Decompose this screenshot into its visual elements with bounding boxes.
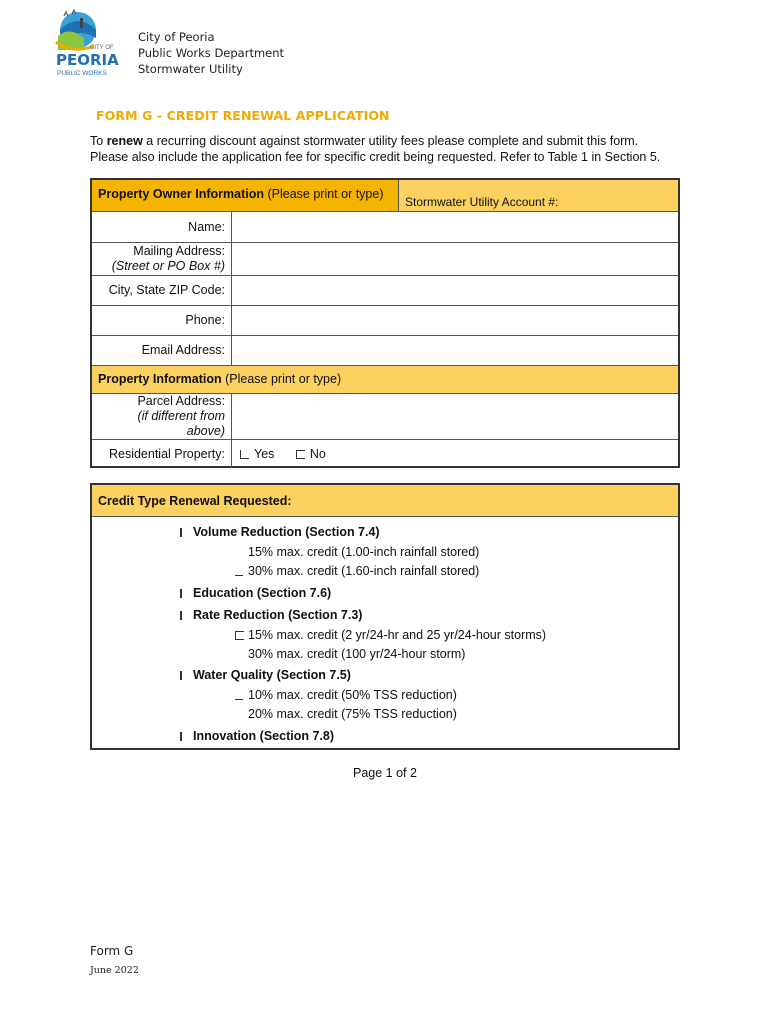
credit-header: Credit Type Renewal Requested:: [92, 485, 678, 516]
owner-property-table: [90, 178, 680, 468]
name-field[interactable]: [232, 212, 678, 242]
volume-opt1[interactable]: 15% max. credit (1.00-inch rainfall stored): [248, 545, 480, 559]
peoria-logo: [50, 8, 125, 83]
parcel-label: Parcel Address: (if different from above): [92, 394, 232, 439]
svg-text:PUBLIC WORKS: PUBLIC WORKS: [57, 70, 107, 77]
dept-line-stormwater: Stormwater Utility: [138, 62, 243, 76]
account-cell[interactable]: [399, 180, 678, 211]
name-label: Name:: [92, 212, 232, 242]
mailing-field[interactable]: [232, 243, 678, 275]
water-opt1: 10% max. credit (50% TSS reduction): [248, 688, 457, 702]
water-option: Water Quality (Section 7.5): [193, 668, 351, 682]
rate-opt1: 15% max. credit (2 yr/24-hr and 25 yr/24-hour storms): [248, 628, 547, 642]
intro-text: To renew a recurring discount against stormwater utility fees please complete and submit this form. Please also include the application fee for specific credit being requested. Refer to Table 1 in Section 5.: [90, 134, 661, 164]
phone-row: [92, 305, 678, 335]
owner-header: Property Owner Information (Please print or type): [92, 180, 399, 211]
parcel-row: [92, 393, 678, 439]
credit-body: [92, 516, 678, 748]
yes-checkbox[interactable]: [240, 447, 274, 461]
svg-text:CITY OF: CITY OF: [90, 45, 114, 51]
phone-label: Phone:: [92, 306, 232, 335]
rate-opt1-checkbox[interactable]: [235, 628, 249, 642]
city-row: [92, 275, 678, 305]
volume-option: Volume Reduction (Section 7.4): [193, 525, 380, 539]
dept-line-public-works: Public Works Department: [138, 46, 285, 60]
yes-label: Yes: [254, 447, 275, 461]
parcel-field[interactable]: [232, 394, 678, 439]
rate-checkbox[interactable]: [180, 608, 182, 622]
rate-opt2[interactable]: 30% max. credit (100 yr/24-hour storm): [248, 647, 466, 661]
peoria-logo-icon: [50, 8, 125, 83]
form-title: FORM G - CREDIT RENEWAL APPLICATION: [96, 108, 390, 123]
city-field[interactable]: [232, 276, 678, 305]
name-row: [92, 211, 678, 242]
mailing-label: Mailing Address: (Street or PO Box #): [92, 243, 232, 275]
account-label: Stormwater Utility Account #:: [405, 195, 559, 209]
city-label: City, State ZIP Code:: [92, 276, 232, 305]
innovation-option: Innovation (Section 7.8): [193, 729, 334, 743]
residential-options: [232, 440, 678, 468]
innovation-checkbox[interactable]: [180, 729, 182, 743]
credit-table: [90, 483, 680, 750]
rate-option: Rate Reduction (Section 7.3): [193, 608, 363, 622]
mailing-row: [92, 242, 678, 275]
residential-row: [92, 439, 678, 468]
education-checkbox[interactable]: [180, 586, 182, 600]
water-opt2[interactable]: 20% max. credit (75% TSS reduction): [248, 707, 457, 721]
svg-text:PEORIA: PEORIA: [56, 51, 119, 69]
footer-form-name: Form G: [90, 944, 134, 958]
dept-line-city: City of Peoria: [138, 30, 215, 44]
volume-opt2: 30% max. credit (1.60-inch rainfall stored): [248, 564, 480, 578]
volume-opt2-checkbox[interactable]: [235, 564, 243, 578]
email-row: [92, 335, 678, 365]
email-field[interactable]: [232, 336, 678, 365]
email-label: Email Address:: [92, 336, 232, 365]
volume-checkbox[interactable]: [180, 525, 182, 539]
footer-date: June 2022: [90, 965, 139, 976]
no-checkbox[interactable]: [296, 447, 326, 461]
property-header: Property Information (Please print or type): [92, 365, 678, 393]
residential-label: Residential Property:: [92, 440, 232, 468]
page-number: Page 1 of 2: [353, 766, 417, 780]
water-checkbox[interactable]: [180, 668, 182, 682]
phone-field[interactable]: [232, 306, 678, 335]
education-option: Education (Section 7.6): [193, 586, 332, 600]
water-opt1-checkbox[interactable]: [235, 688, 243, 702]
no-label: No: [309, 447, 326, 461]
